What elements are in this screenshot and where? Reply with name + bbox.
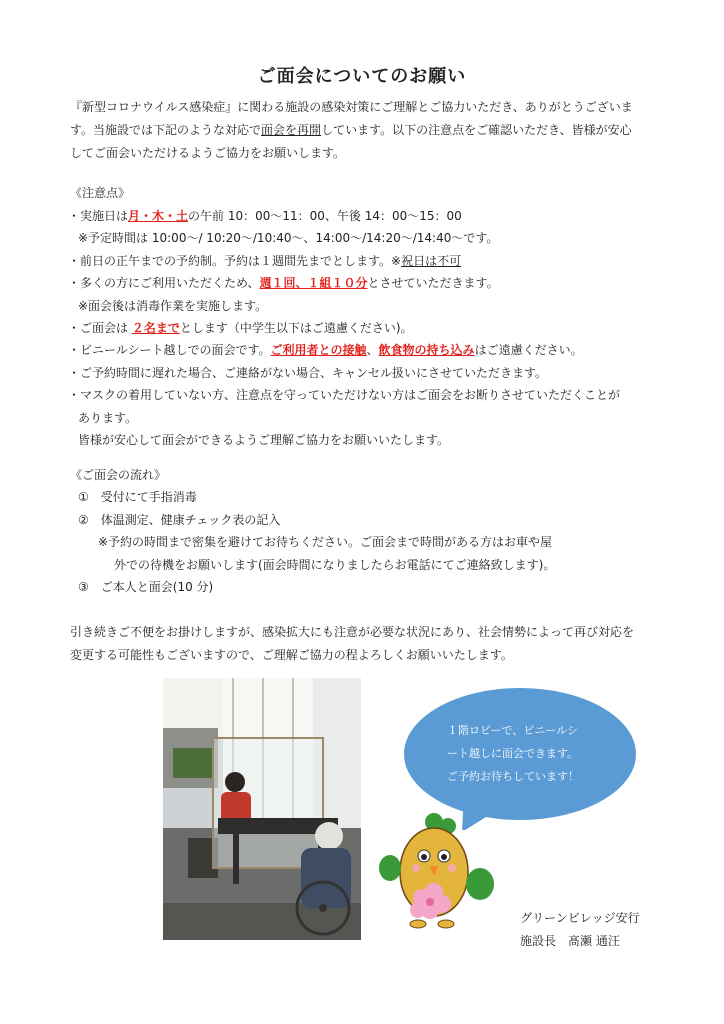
note-item xyxy=(68,295,678,317)
flow-list xyxy=(70,486,680,599)
speech-bubble-text xyxy=(447,719,607,788)
intro-text: す。当施設では下記のような対応で xyxy=(70,123,262,137)
note-emphasis: ご利用者との接触 xyxy=(270,343,367,358)
note-text: ・マスクの着用していない方、注意点を守っていただけない方はご面会をお断りさせていただくことが xyxy=(68,388,621,403)
director-name: 施設長 髙瀬 通汪 xyxy=(520,934,620,948)
flow-step: ② 体温測定、健康チェック表の記入 xyxy=(78,512,281,527)
facility-name: グリーンビレッジ安行 xyxy=(520,911,640,925)
notes-heading: 《注意点》 xyxy=(70,186,131,200)
note-emphasis: 月・木・土 xyxy=(128,209,189,223)
note-text: ・実施日は xyxy=(68,209,129,223)
bubble-line: １階ロビーで、ビニールシ xyxy=(447,724,578,737)
note-item xyxy=(68,227,678,249)
closing-line: 変更する可能性もございますので、ご理解ご協力の程よろしくお願いいたします。 xyxy=(70,648,513,662)
mascot-illustration xyxy=(376,812,496,932)
bubble-line: ご予約お待ちしています！ xyxy=(447,770,579,783)
note-item xyxy=(68,272,678,294)
flow-step: ③ ご本人と面会(10 分) xyxy=(78,580,214,594)
note-emphasis: 祝日は不可 xyxy=(401,253,462,268)
note-text: ※面会後は消毒作業を実施します。 xyxy=(78,298,268,313)
note-text: ・ご予約時間に遅れた場合、ご連絡がない場合、キャンセル扱いにさせていただきます。 xyxy=(68,365,548,380)
note-item xyxy=(68,407,678,429)
flow-step: ① 受付にて手指消毒 xyxy=(78,490,197,504)
visitation-photo xyxy=(163,678,361,940)
note-emphasis: 週１回、１組１０分 xyxy=(259,276,368,291)
signature-block xyxy=(520,907,640,953)
flow-heading: 《ご面会の流れ》 xyxy=(70,468,167,482)
note-text: とします（中学生以下はご遠慮ください)。 xyxy=(179,320,413,335)
intro-text: しています。以下の注意点をご確認いただき、皆様が安心 xyxy=(321,123,632,137)
note-item xyxy=(68,339,678,361)
closing-paragraph xyxy=(70,621,680,667)
note-text: あります。 xyxy=(78,410,138,425)
note-emphasis: 飲食物の持ち込み xyxy=(378,343,475,358)
note-text: ・前日の正午までの予約制。予約は１週間先までとします。※ xyxy=(68,253,402,268)
intro-emphasis: 面会を再開 xyxy=(261,123,322,137)
note-text: 、 xyxy=(366,343,379,358)
note-item xyxy=(68,362,678,384)
intro-line: 『新型コロナウイルス感染症』に関わる施設の感染対策にご理解とご協力いただき、ありがとうございま xyxy=(70,100,633,114)
note-text: ・ご面会は xyxy=(68,320,132,335)
note-item xyxy=(68,384,678,406)
intro-line: してご面会いただけるようご協力をお願いします。 xyxy=(70,146,346,160)
notes-list xyxy=(68,205,678,451)
note-text: ※予定時間は 10:00～/ 10:20～/10:40～、14:00～/14:20～/14:40～です。 xyxy=(78,231,499,246)
flow-note: 外での待機をお願いします(面会時間になりましたらお電話にてご連絡致します)。 xyxy=(114,557,556,572)
closing-line: 引き続きご不便をお掛けしますが、感染拡大にも注意が必要な状況にあり、社会情勢によって再び対応を xyxy=(70,625,635,639)
note-text: ・多くの方にご利用いただくため、 xyxy=(68,276,260,291)
bubble-line: ート越しに面会できます。 xyxy=(447,747,579,760)
note-item xyxy=(68,205,678,227)
note-emphasis: ２名まで xyxy=(131,320,180,335)
note-text: とさせていただきます。 xyxy=(367,276,499,291)
flow-note: ※予約の時間まで密集を避けてお待ちください。ご面会まで時間がある方はお車や屋 xyxy=(98,535,553,549)
note-text: ・ビニールシート越しでの面会です。 xyxy=(68,343,271,358)
intro-paragraph xyxy=(70,96,670,165)
note-item xyxy=(68,429,678,451)
note-text: はご遠慮ください。 xyxy=(474,343,583,358)
note-text: 皆様が安心して面会ができるようご理解ご協力をお願いいたします。 xyxy=(78,432,450,447)
note-item xyxy=(68,250,678,272)
note-item xyxy=(68,317,678,339)
intro-line xyxy=(70,119,670,142)
page-title: ご面会についてのお願い xyxy=(257,66,467,87)
note-text: の午前 10：00～11：00、午後 14：00～15：00 xyxy=(188,209,462,223)
